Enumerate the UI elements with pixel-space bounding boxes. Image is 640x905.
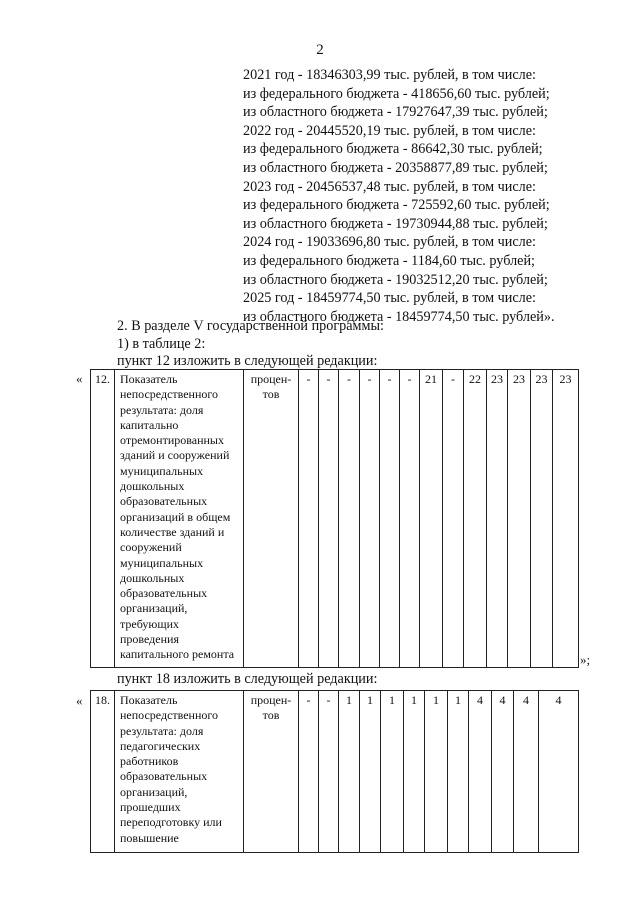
budget-line: 2023 год - 20456537,48 тыс. рублей, в том числе: (243, 178, 536, 195)
value-cell: - (400, 370, 420, 668)
value-cell: 23 (487, 370, 508, 668)
budget-line: из федерального бюджета - 86642,30 тыс. рублей; (243, 141, 543, 158)
open-quote: « (76, 371, 83, 386)
value-cell: 21 (420, 370, 443, 668)
value-cell: 1 (360, 691, 381, 853)
value-cell: - (299, 370, 319, 668)
budget-line: из федерального бюджета - 418656,60 тыс. рублей; (243, 85, 550, 102)
item12-table (90, 369, 579, 668)
value-cell: 22 (464, 370, 487, 668)
item12-intro: пункт 12 изложить в следующей редакции: (117, 353, 378, 369)
value-cell: 23 (553, 370, 579, 668)
item18-intro: пункт 18 изложить в следующей редакции: (117, 671, 378, 687)
budget-line: из областного бюджета - 18459774,50 тыс. рублей». (243, 308, 555, 325)
table-row (91, 370, 579, 668)
unit-cell: процен-тов (244, 370, 299, 668)
budget-breakdown (243, 66, 555, 326)
row-number: 12. (91, 370, 115, 668)
value-cell: 23 (531, 370, 553, 668)
value-cell: - (319, 370, 339, 668)
value-cell: - (339, 370, 360, 668)
budget-line: 2024 год - 19033696,80 тыс. рублей, в том числе: (243, 234, 536, 251)
value-cell: - (319, 691, 339, 853)
budget-line: из областного бюджета - 20358877,89 тыс. рублей; (243, 159, 548, 176)
value-cell: - (443, 370, 464, 668)
section-heading: 2. В разделе V государственной программы: (117, 318, 384, 334)
budget-line: из областного бюджета - 19730944,88 тыс. рублей; (243, 215, 548, 232)
page-number: 2 (316, 42, 324, 58)
value-cell: 4 (514, 691, 539, 853)
table-reference: 1) в таблице 2: (117, 336, 206, 352)
item18-table (90, 690, 579, 853)
value-cell: 23 (508, 370, 531, 668)
value-cell: 1 (381, 691, 404, 853)
budget-line: 2021 год - 18346303,99 тыс. рублей, в том числе: (243, 67, 536, 83)
table-row (91, 691, 579, 853)
budget-line: из областного бюджета - 19032512,20 тыс. рублей; (243, 271, 548, 288)
value-cell: - (360, 370, 380, 668)
value-cell: 1 (339, 691, 360, 853)
value-cell: 1 (425, 691, 448, 853)
value-cell: 1 (404, 691, 425, 853)
budget-line: из федерального бюджета - 1184,60 тыс. рублей; (243, 252, 535, 269)
row-number: 18. (91, 691, 115, 853)
value-cell: - (299, 691, 319, 853)
unit-cell: процен-тов (244, 691, 299, 853)
value-cell: - (380, 370, 400, 668)
value-cell: 4 (492, 691, 514, 853)
indicator-description: Показатель непосредственного результата: доля педагогических работников образовательных организаций, прошедших переподготовку или повышение (115, 691, 244, 853)
indicator-description: Показатель непосредственного результата: доля капитально отремонтированных зданий и сооружений муниципальных дошкольных образовательных организаций в общем количестве зданий и сооружений муниципальных дошкольных образовательных организаций, требующих проведения капитального ремонта (115, 370, 244, 668)
budget-line: 2022 год - 20445520,19 тыс. рублей, в том числе: (243, 122, 536, 139)
value-cell: 4 (469, 691, 492, 853)
budget-line: из областного бюджета - 17927647,39 тыс. рублей; (243, 104, 548, 121)
budget-line: 2025 год - 18459774,50 тыс. рублей, в том числе: (243, 290, 536, 307)
value-cell: 1 (448, 691, 469, 853)
value-cell: 4 (539, 691, 579, 853)
open-quote: « (76, 693, 83, 708)
budget-line: из федерального бюджета - 725592,60 тыс. рублей; (243, 197, 550, 214)
close-quote: »; (580, 652, 591, 667)
